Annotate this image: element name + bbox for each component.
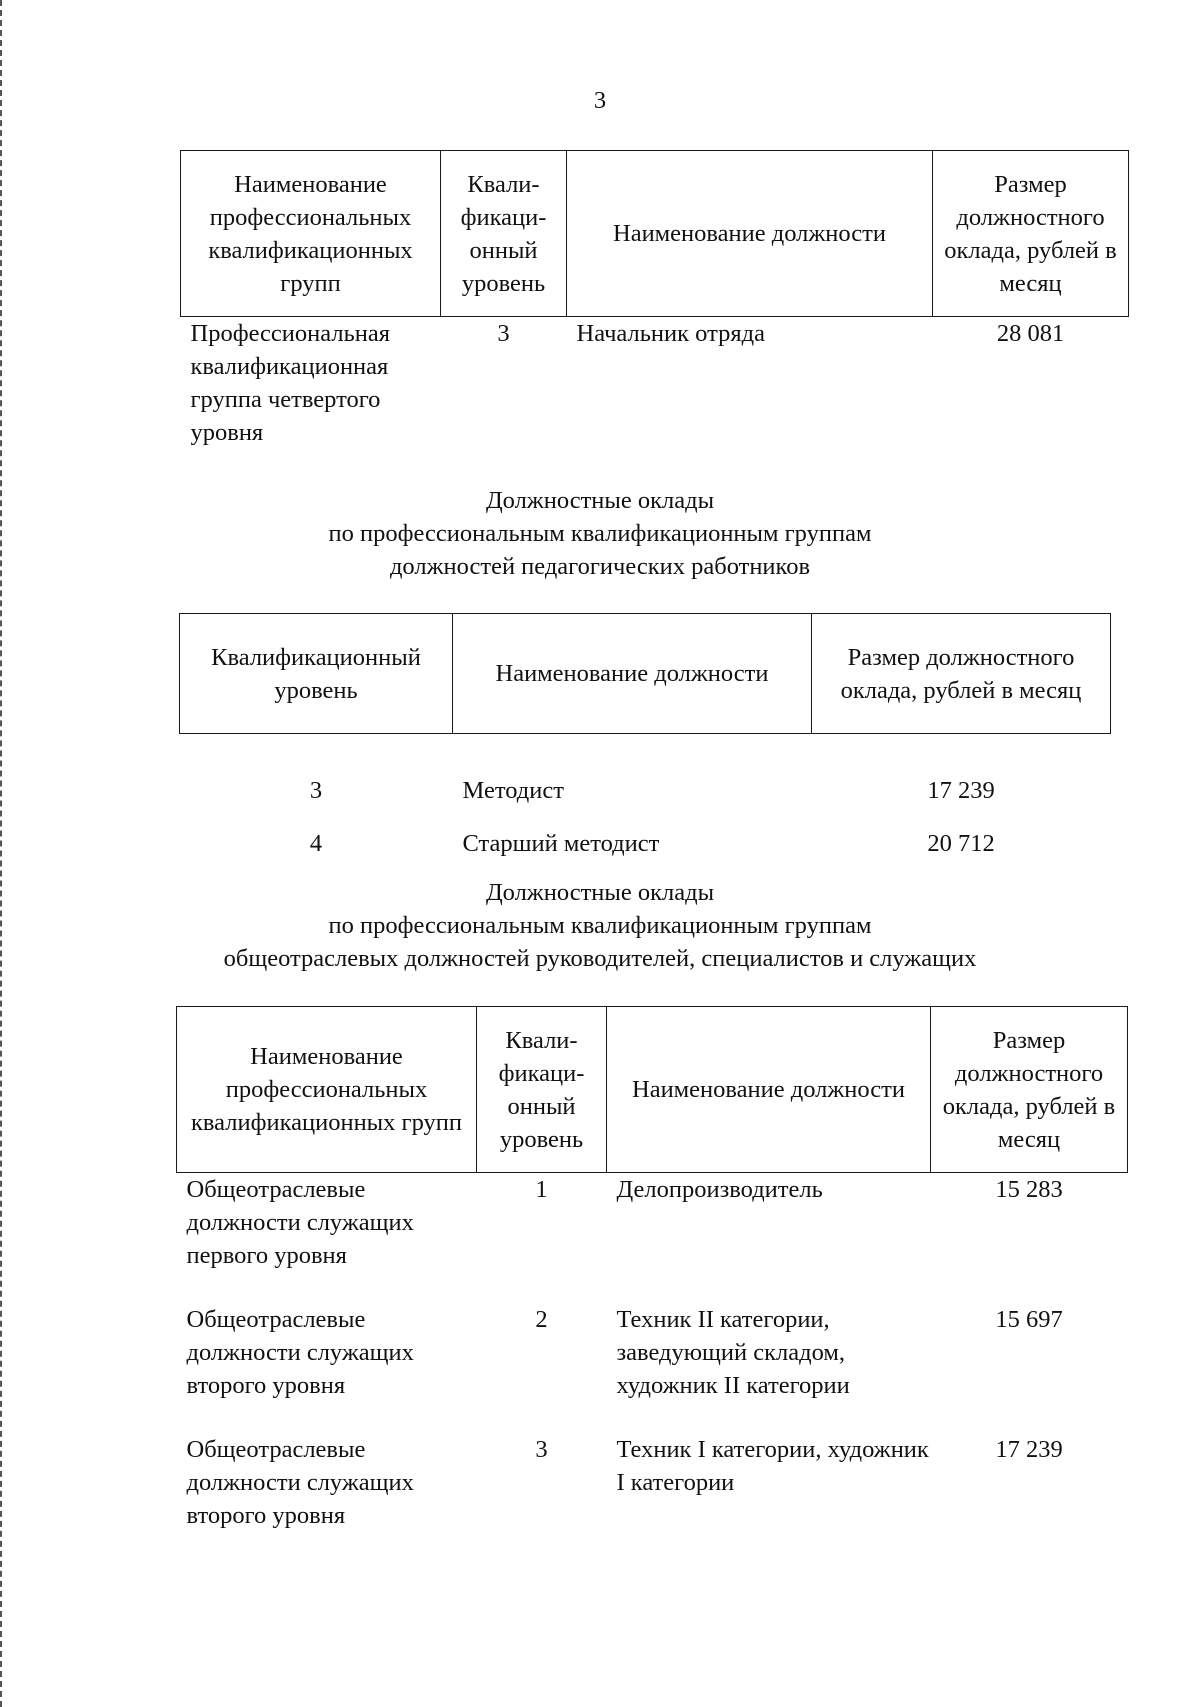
cell-level: 2 <box>535 1305 548 1333</box>
header-level: Квалификационный уровень <box>180 614 453 734</box>
table-header-row <box>181 151 1129 317</box>
heading-line: по профессиональным квалификационным группам <box>328 912 872 939</box>
cell-salary: 17 239 <box>927 776 995 804</box>
table-row <box>177 1173 1128 1303</box>
cell-group: Профессиональная квалификационная группа четвертого уровня <box>190 320 391 446</box>
table-row <box>180 827 1111 867</box>
heading-line: Должностные оклады <box>485 487 715 514</box>
header-salary: Размер должностного оклада, рублей в месяц <box>812 614 1111 734</box>
header-position: Наименование должности <box>567 151 933 317</box>
cell-salary: 17 239 <box>995 1435 1063 1463</box>
header-level: Квали-фикаци-онный уровень <box>477 1007 607 1173</box>
heading-line: общеотраслевых должностей руководителей, специалистов и служащих <box>223 945 977 972</box>
page-number: 3 <box>593 87 607 114</box>
cell-position: Техник I категории, художник I категории <box>616 1435 929 1496</box>
cell-level: 3 <box>535 1435 548 1463</box>
header-level: Квали-фикаци-онный уровень <box>441 151 567 317</box>
cell-level: 4 <box>309 829 323 857</box>
salary-table-4th-level <box>180 150 1129 449</box>
salary-table-general-positions <box>176 1006 1128 1543</box>
header-position: Наименование должности <box>607 1007 931 1173</box>
section-heading-general <box>0 876 1200 975</box>
header-position: Наименование должности <box>453 614 812 734</box>
header-salary: Размер должностного оклада, рублей в месяц <box>933 151 1129 317</box>
heading-line: должностей педагогических работников <box>389 553 811 580</box>
table-row <box>181 317 1129 450</box>
cell-salary: 15 697 <box>995 1305 1063 1333</box>
page-edge-perforation <box>0 0 4 1707</box>
header-salary: Размер должностного оклада, рублей в месяц <box>931 1007 1128 1173</box>
cell-salary: 15 283 <box>995 1176 1063 1203</box>
section-heading-pedagogical <box>0 484 1200 583</box>
cell-position: Начальник отряда <box>576 320 765 347</box>
heading-line: Должностные оклады <box>485 879 715 906</box>
table-header-row <box>177 1007 1128 1173</box>
cell-position: Старший методист <box>462 829 660 857</box>
cell-position: Техник II категории, заведующий складом, художник II категории <box>616 1305 850 1399</box>
cell-group: Общеотраслевые должности служащих первого уровня <box>186 1176 414 1269</box>
cell-level: 3 <box>497 320 510 347</box>
cell-salary: 28 081 <box>996 320 1065 347</box>
cell-position: Делопроизводитель <box>616 1176 823 1203</box>
heading-line: по профессиональным квалификационным группам <box>328 520 872 547</box>
table-row <box>180 774 1111 827</box>
table-row <box>177 1433 1128 1543</box>
table-header-row <box>180 614 1111 734</box>
cell-level: 3 <box>309 776 323 804</box>
cell-salary: 20 712 <box>927 829 995 857</box>
header-group: Наименование профессиональных квалификационных групп <box>177 1007 477 1173</box>
salary-table-pedagogical <box>179 613 1111 867</box>
cell-group: Общеотраслевые должности служащих второго уровня <box>186 1305 414 1399</box>
cell-level: 1 <box>535 1176 548 1203</box>
header-group: Наименование профессиональных квалификационных групп <box>181 151 441 317</box>
cell-position: Методист <box>462 776 564 804</box>
cell-group: Общеотраслевые должности служащих второго уровня <box>186 1435 414 1529</box>
table-row <box>177 1303 1128 1433</box>
